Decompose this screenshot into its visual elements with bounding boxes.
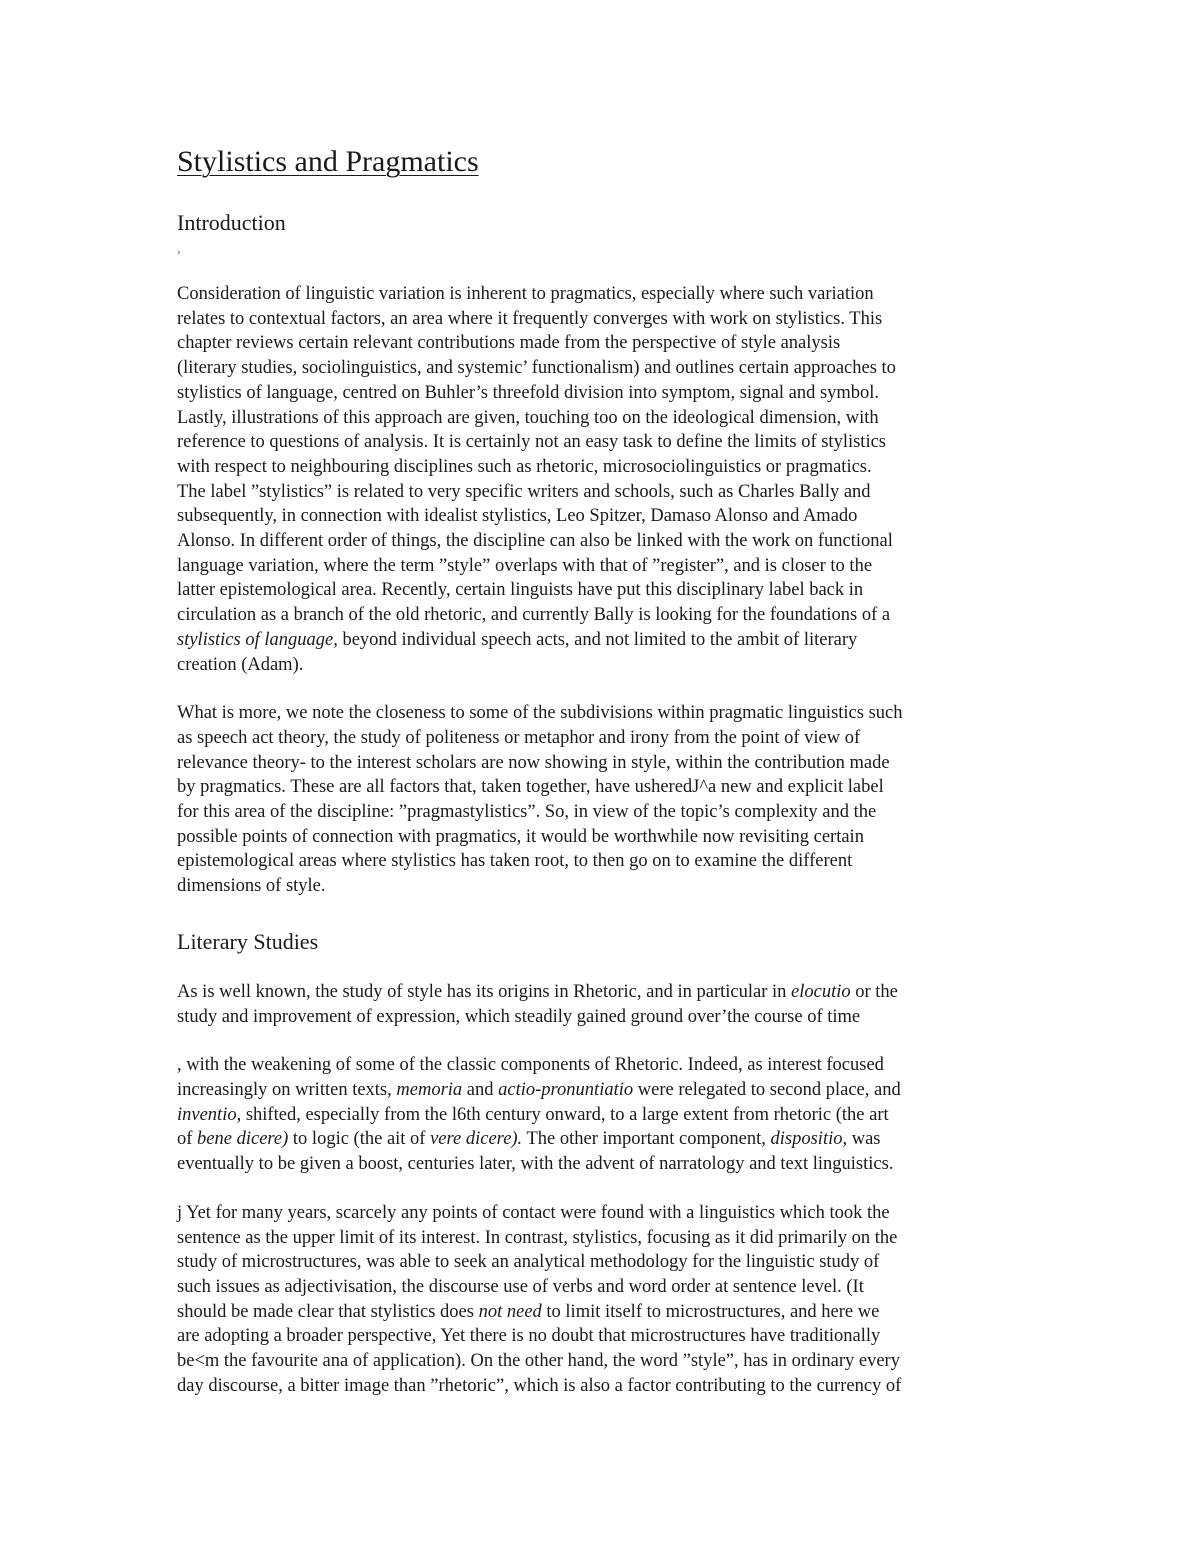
bullet-marker: › (177, 246, 181, 258)
section-heading-literary-studies: Literary Studies (177, 928, 319, 954)
text-line: j Yet for many years, scarcely any points of contact were found with a linguistics which took the (177, 1202, 890, 1223)
italic-term: not need (478, 1301, 542, 1322)
section-heading-introduction: Introduction (177, 210, 286, 235)
italic-term: dispositio, (770, 1129, 848, 1150)
text-line: As is well known, the study of style has its origins in Rhetoric, and in particular in elocutio or the (177, 981, 898, 1002)
text-line: with respect to neighbouring disciplines such as rhetoric, microsociolinguistics or pragmatics. (177, 456, 872, 477)
text-line: What is more, we note the closeness to some of the subdivisions within pragmatic linguistics such (177, 703, 903, 724)
text-line: The label ”stylistics” is related to very specific writers and schools, such as Charles Bally and (177, 481, 871, 502)
text-line: reference to questions of analysis. It is certainly not an easy task to define the limits of stylistics (177, 432, 886, 453)
paragraph (177, 980, 1027, 1029)
italic-term: memoria (396, 1079, 463, 1100)
text-line: as speech act theory, the study of politeness or metaphor and irony from the point of view of (177, 727, 861, 748)
text-line: Lastly, illustrations of this approach are given, touching too on the ideological dimension, with (177, 407, 879, 428)
paragraph (177, 1053, 1027, 1177)
text-line: latter epistemological area. Recently, certain linguists have put this disciplinary label back in (177, 580, 864, 601)
text-line: should be made clear that stylistics does not need to limit itself to microstructures, and here we (177, 1301, 880, 1322)
text-line: by pragmatics. These are all factors that, taken together, have usheredJ^a new and explicit label (177, 777, 884, 798)
text-line: Alonso. In different order of things, the discipline can also be linked with the work on functional (177, 531, 893, 552)
italic-term: elocutio (791, 981, 851, 1002)
text-line: chapter reviews certain relevant contributions made from the perspective of style analysis (177, 333, 841, 354)
text-line: increasingly on written texts, memoria and actio-pronuntiatio were relegated to second place, and (177, 1079, 901, 1100)
document-title: Stylistics and Pragmatics (177, 145, 479, 178)
text-line: dimensions of style. (177, 876, 326, 897)
text-line: for this area of the discipline: ”pragmastylistics”. So, in view of the topic’s complexity and the (177, 802, 877, 823)
text-line: relates to contextual factors, an area where it frequently converges with work on stylistics. This (177, 308, 883, 329)
text-line: language variation, where the term ”style” overlaps with that of ”register”, and is closer to the (177, 555, 873, 576)
italic-term: actio-pronuntiatio (498, 1079, 634, 1100)
text-line: eventually to be given a boost, centuries later, with the advent of narratology and text linguistics. (177, 1154, 894, 1175)
document-body (177, 140, 1027, 1398)
italic-term: stylistics of language, (177, 629, 338, 650)
text-line: are adopting a broader perspective, Yet there is no doubt that microstructures have traditionally (177, 1326, 881, 1347)
italic-term: bene dicere) (197, 1129, 289, 1150)
text-line: (literary studies, sociolinguistics, and systemic’ functionalism) and outlines certain approaches to (177, 358, 896, 379)
text-line: stylistics of language, centred on Buhler’s threefold division into symptom, signal and symbol. (177, 382, 880, 403)
text-line: circulation as a branch of the old rhetoric, and currently Bally is looking for the foundations of a (177, 605, 891, 626)
text-line: epistemological areas where stylistics has taken root, to then go on to examine the different (177, 851, 853, 872)
italic-term: inventio, (177, 1104, 242, 1125)
text-line: day discourse, a bitter image than ”rhetoric”, which is also a factor contributing to the currency of (177, 1375, 902, 1396)
text-line: inventio, shifted, especially from the l6th century onward, to a large extent from rhetoric (the art (177, 1104, 889, 1125)
text-line: relevance theory- to the interest scholars are now showing in style, within the contribution made (177, 752, 890, 773)
text-line: study and improvement of expression, which steadily gained ground over’the course of time (177, 1006, 861, 1027)
text-line: possible points of connection with pragmatics, it would be worthwhile now revisiting certain (177, 826, 864, 847)
italic-term: vere dicere). (430, 1129, 523, 1150)
text-line: creation (Adam). (177, 654, 304, 675)
text-line: , with the weakening of some of the classic components of Rhetoric. Indeed, as interest focused (177, 1055, 884, 1076)
text-line: study of microstructures, was able to seek an analytical methodology for the linguistic study of (177, 1252, 880, 1273)
paragraph (177, 282, 1027, 677)
paragraph (177, 701, 1027, 899)
text-line: Consideration of linguistic variation is inherent to pragmatics, especially where such variation (177, 284, 874, 304)
text-line: of bene dicere) to logic (the ait of vere dicere). The other important component, dispositio, was (177, 1129, 881, 1150)
text-line: stylistics of language, beyond individual speech acts, and not limited to the ambit of literary (177, 629, 858, 650)
text-line: such issues as adjectivisation, the discourse use of verbs and word order at sentence level. (It (177, 1276, 864, 1297)
text-line: sentence as the upper limit of its interest. In contrast, stylistics, focusing as it did primarily on the (177, 1227, 898, 1248)
paragraph (177, 1201, 1027, 1399)
text-line: subsequently, in connection with idealist stylistics, Leo Spitzer, Damaso Alonso and Amado (177, 506, 858, 527)
text-line: be<m the favourite ana of application). On the other hand, the word ”style”, has in ordinary every (177, 1351, 900, 1372)
